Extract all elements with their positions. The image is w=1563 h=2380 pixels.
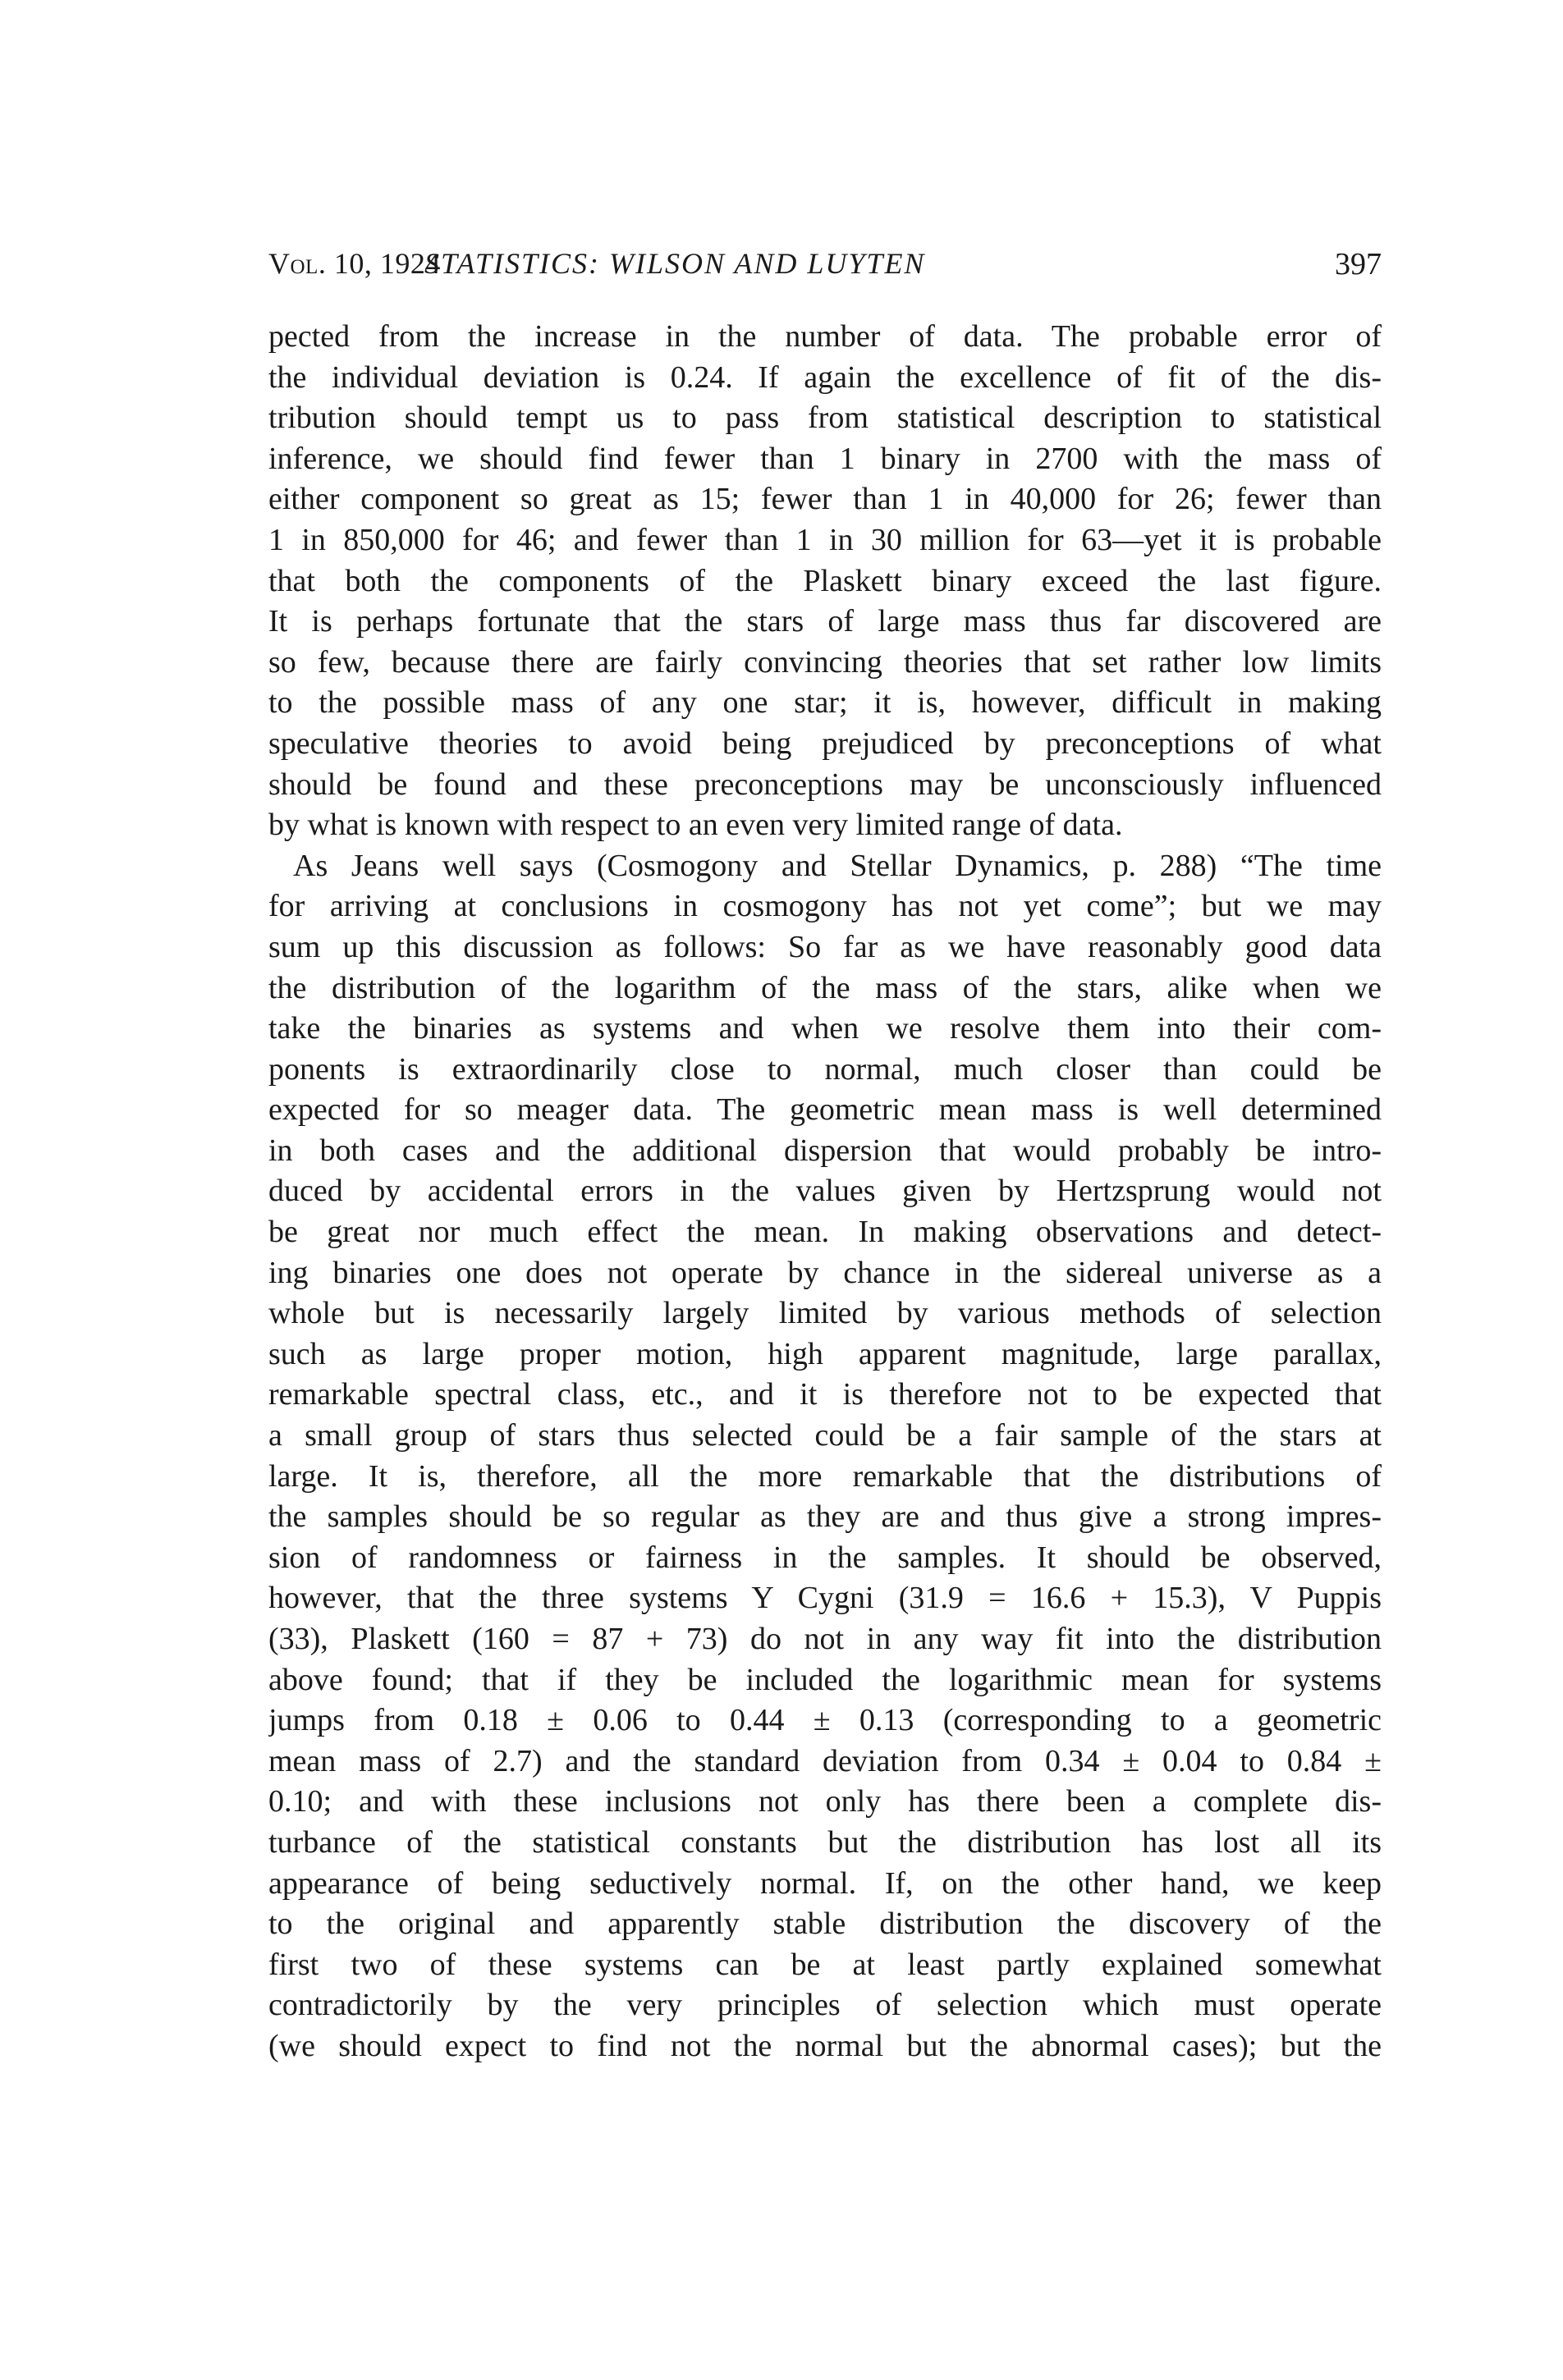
running-head	[268, 246, 1382, 295]
text-line: inference, we should find fewer than 1 binary in 2700 with the mass of	[268, 441, 1382, 476]
text-line: in both cases and the additional dispersion that would probably be intro-	[268, 1133, 1382, 1168]
text-line: (33), Plaskett (160 = 87 + 73) do not in any way fit into the distribution	[268, 1622, 1382, 1656]
text-line: whole but is necessarily largely limited by various methods of selection	[268, 1296, 1382, 1331]
text-line: to the possible mass of any one star; it is, however, difficult in making	[268, 685, 1382, 721]
text-line: pected from the increase in the number of data. The probable error of	[268, 319, 1382, 354]
text-line: a small group of stars thus selected could be a fair sample of the stars at	[268, 1418, 1382, 1453]
text-line: to the original and apparently stable distribution the discovery of the	[268, 1906, 1382, 1942]
text-line: remarkable spectral class, etc., and it is therefore not to be expected that	[268, 1377, 1382, 1412]
text-line: take the binaries as systems and when we resolve them into their com-	[268, 1011, 1382, 1046]
volume-year: Vol. 10, 1924	[268, 247, 441, 280]
text-line: by what is known with respect to an even very limited range of data.	[268, 808, 1123, 843]
text-line: speculative theories to avoid being prejudiced by preconceptions of what	[268, 725, 1382, 761]
text-line: be great nor much effect the mean. In making observations and detect-	[268, 1215, 1382, 1250]
text-line: duced by accidental errors in the values given by Hertzsprung would not	[268, 1174, 1382, 1209]
text-line: expected for so meager data. The geometric mean mass is well determined	[268, 1092, 1382, 1128]
running-title: STATISTICS: WILSON AND LUYTEN	[424, 247, 926, 280]
text-line: tribution should tempt us to pass from statistical description to statistical	[268, 400, 1382, 436]
text-line: for arriving at conclusions in cosmogony has not yet come”; but we may	[268, 889, 1382, 924]
text-line: (we should expect to find not the normal but the abnormal cases); but the	[268, 2028, 1382, 2063]
text-line: turbance of the statistical constants but the distribution has lost all its	[268, 1824, 1382, 1860]
text-line: contradictorily by the very principles of selection which must operate	[268, 1988, 1382, 2023]
text-line: however, that the three systems Y Cygni (31.9 = 16.6 + 15.3), V Puppis	[268, 1581, 1382, 1616]
text-line: either component so great as 15; fewer than 1 in 40,000 for 26; fewer than	[268, 482, 1382, 517]
body-text	[268, 317, 1382, 2067]
text-line: the individual deviation is 0.24. If again the excellence of fit of the dis-	[268, 359, 1382, 395]
text-line: mean mass of 2.7) and the standard deviation from 0.34 ± 0.04 to 0.84 ±	[268, 1743, 1382, 1778]
text-line: 0.10; and with these inclusions not only has there been a complete dis-	[268, 1784, 1382, 1819]
text-line: 1 in 850,000 for 46; and fewer than 1 in 30 million for 63—yet it is probable	[268, 522, 1382, 557]
text-line: It is perhaps fortunate that the stars of large mass thus far discovered are	[268, 604, 1382, 639]
text-line: sum up this discussion as follows: So far as we have reasonably good data	[268, 929, 1382, 964]
text-line: As Jeans well says (Cosmogony and Stellar Dynamics, p. 288) “The time	[293, 848, 1382, 883]
text-line: sion of randomness or fairness in the samples. It should be observed,	[268, 1540, 1382, 1575]
journal-page	[268, 246, 1382, 2067]
page-number: 397	[1335, 247, 1382, 281]
text-line: ing binaries one does not operate by chance in the sidereal universe as a	[268, 1255, 1382, 1290]
text-line: appearance of being seductively normal. If, on the other hand, we keep	[268, 1865, 1382, 1901]
text-line: that both the components of the Plaskett binary exceed the last figure.	[268, 563, 1382, 598]
text-line: above found; that if they be included the logarithmic mean for systems	[268, 1662, 1382, 1697]
text-line: such as large proper motion, high apparent magnitude, large parallax,	[268, 1336, 1382, 1371]
text-line: the samples should be so regular as they are and thus give a strong impres-	[268, 1499, 1382, 1535]
text-line: large. It is, therefore, all the more remarkable that the distributions of	[268, 1458, 1382, 1494]
text-line: should be found and these preconceptions may be unconsciously influenced	[268, 767, 1382, 802]
text-line: ponents is extraordinarily close to normal, much closer than could be	[268, 1051, 1382, 1087]
text-line: first two of these systems can be at least partly explained somewhat	[268, 1947, 1382, 1982]
text-line: jumps from 0.18 ± 0.06 to 0.44 ± 0.13 (corresponding to a geometric	[268, 1703, 1382, 1738]
text-line: so few, because there are fairly convincing theories that set rather low limits	[268, 644, 1382, 680]
text-line: the distribution of the logarithm of the mass of the stars, alike when we	[268, 970, 1382, 1005]
